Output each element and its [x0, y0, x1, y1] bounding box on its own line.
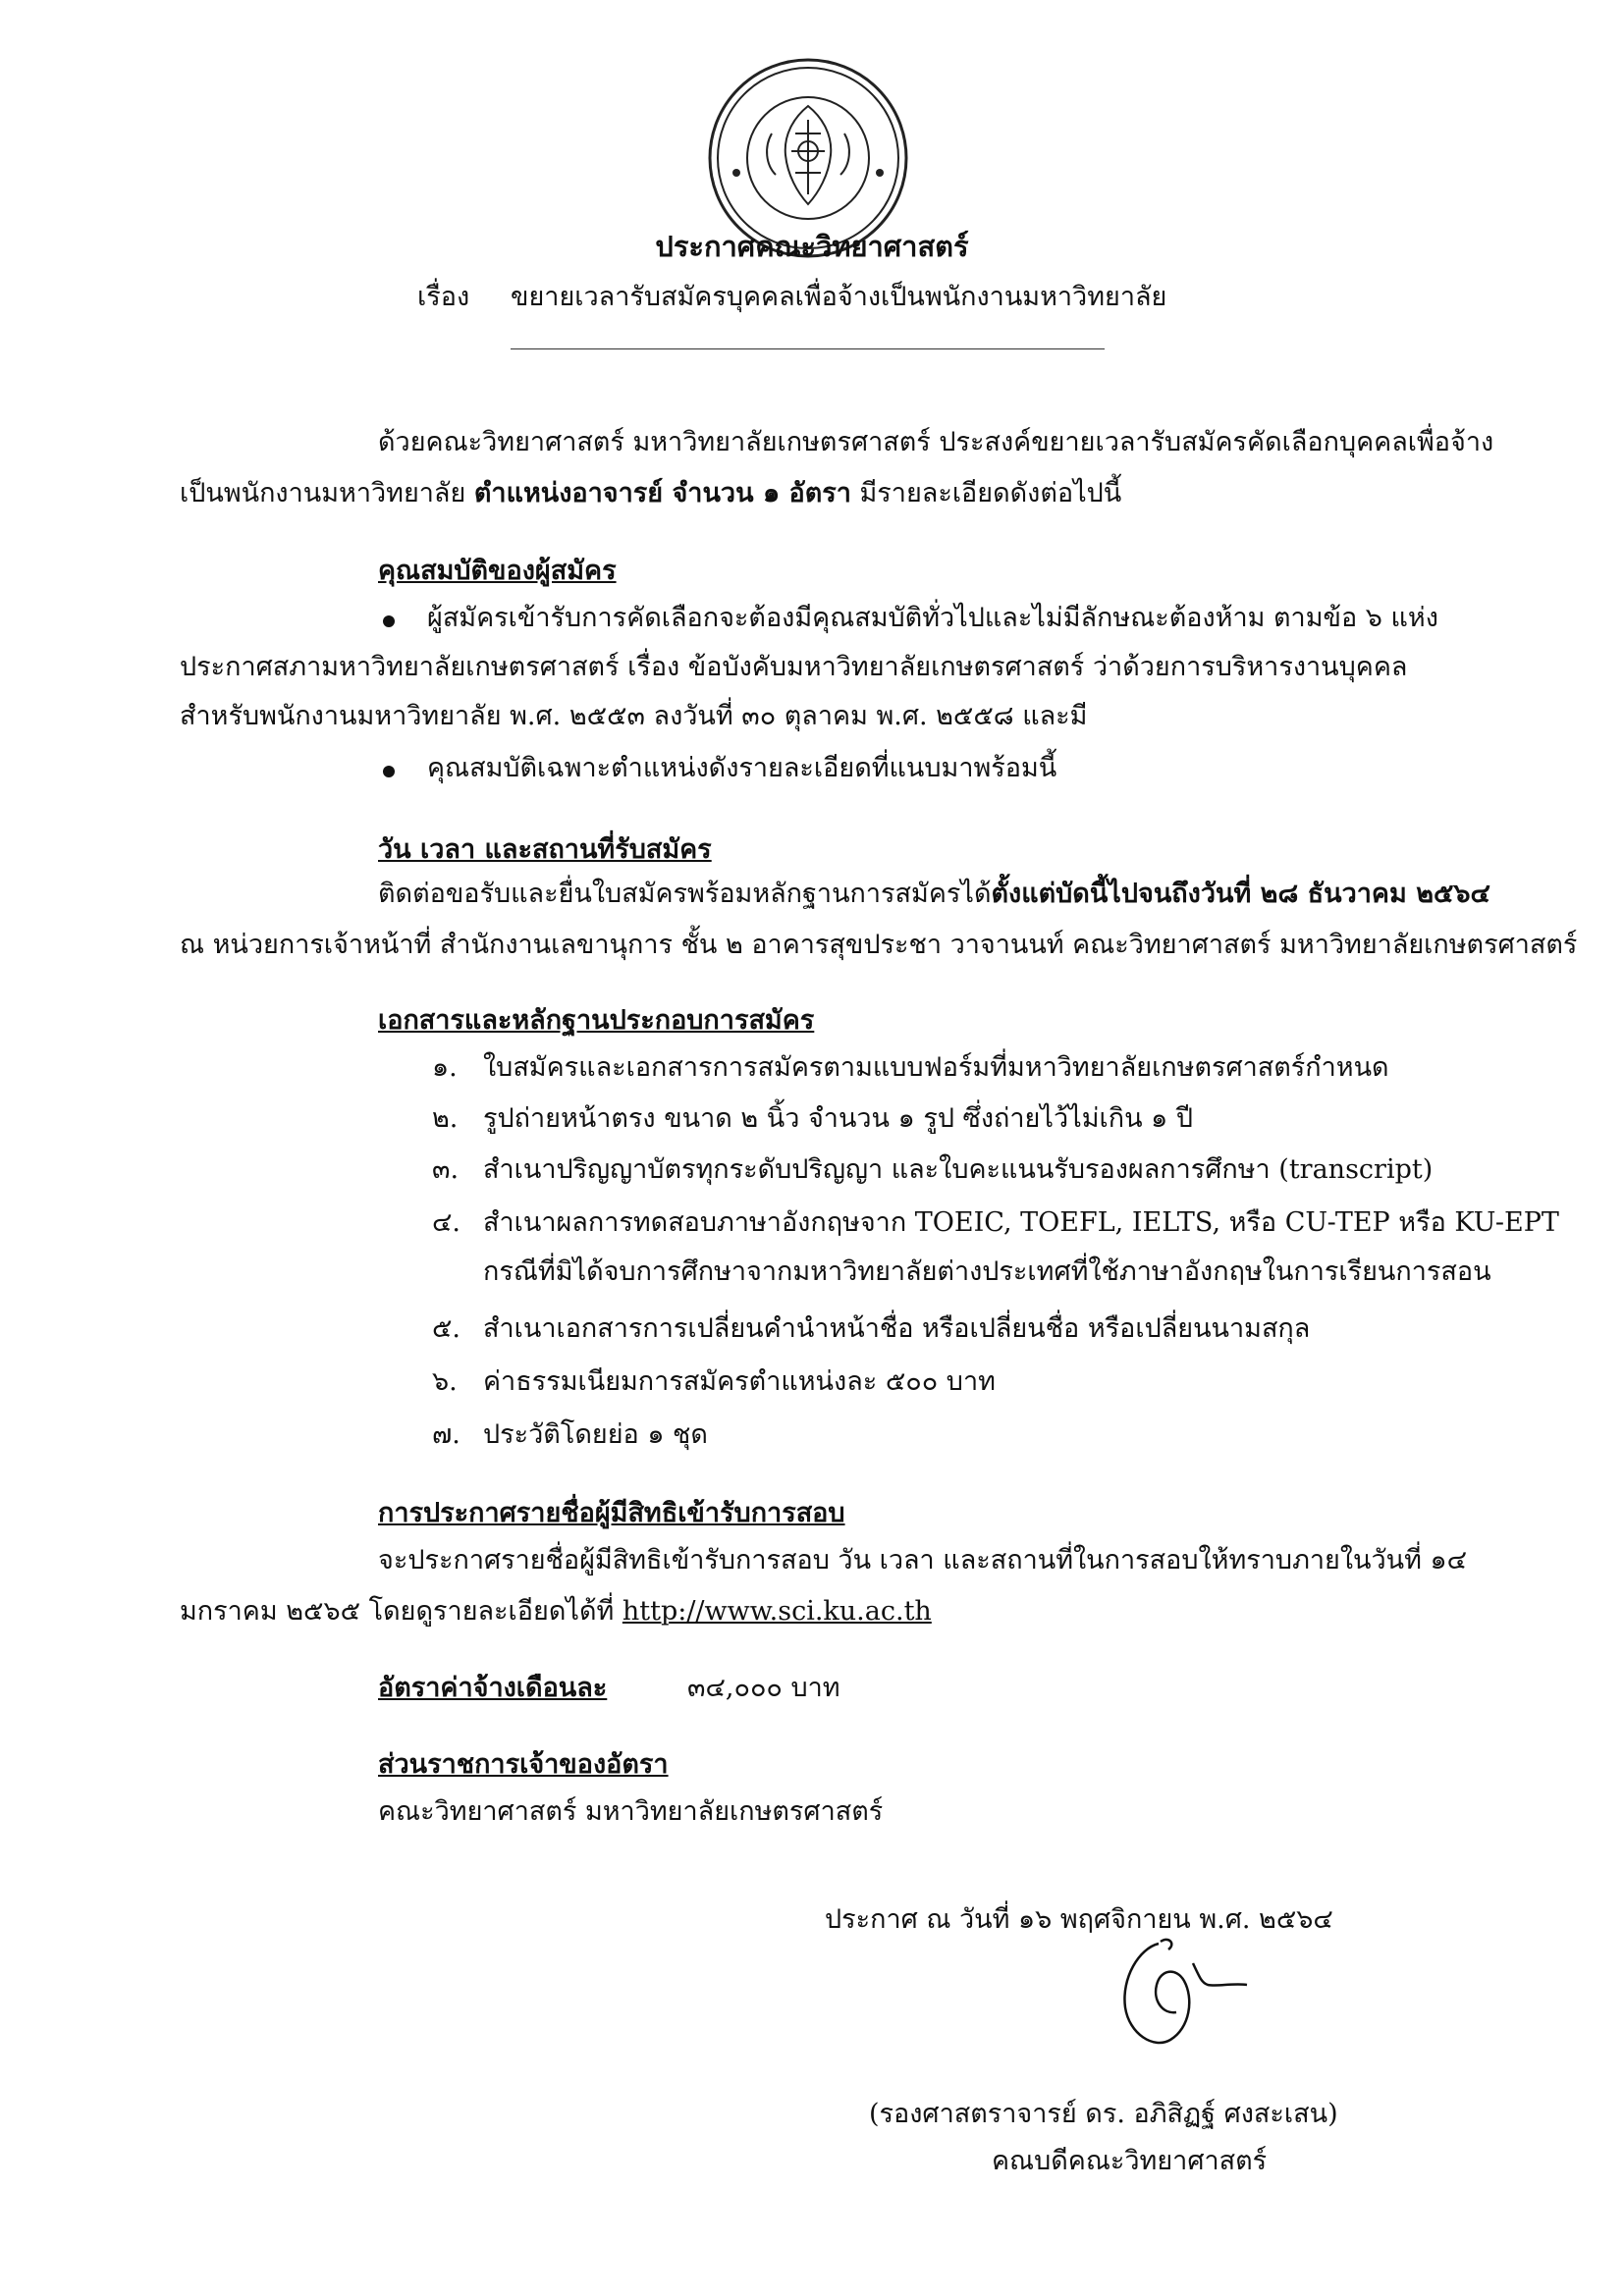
title-divider [511, 348, 1105, 349]
announcement-date: ประกาศ ณ วันที่ ๑๖ พฤศจิกายน พ.ศ. ๒๕๖๔ [825, 1904, 1333, 1935]
signer-title: คณบดีคณะวิทยาศาสตร์ [992, 2146, 1268, 2176]
salary-heading: อัตราค่าจ้างเดือนละ [378, 1673, 608, 1703]
document-item: สำเนาผลการทดสอบภาษาอังกฤษจาก TOEIC, TOEFL, IELTS, หรือ CU-TEP หรือ KU-EPT [483, 1207, 1559, 1238]
owner-text: คณะวิทยาศาสตร์ มหาวิทยาลัยเกษตรศาสตร์ [378, 1796, 884, 1827]
document-item: สำเนาปริญญาบัตรทุกระดับปริญญา และใบคะแนนรับรองผลการศึกษา (transcript) [483, 1154, 1434, 1185]
qualification-2: คุณสมบัติเฉพาะตำแหน่งดังรายละเอียดที่แนบมาพร้อมนี้ [427, 753, 1057, 783]
document-item-number: ๒. [432, 1103, 459, 1134]
document-item-number: ๖. [432, 1366, 458, 1397]
subject-label: เรื่อง [417, 282, 470, 312]
document-item-number: ๑. [432, 1052, 458, 1083]
intro-line-2 [180, 476, 1121, 511]
qualification-1-line-3: สำหรับพนักงานมหาวิทยาลัย พ.ศ. ๒๕๕๓ ลงวันที่ ๓๐ ตุลาคม พ.ศ. ๒๕๕๘ และมี [180, 701, 1088, 731]
documents-heading: เอกสารและหลักฐานประกอบการสมัคร [378, 1005, 815, 1036]
document-item: ประวัติโดยย่อ ๑ ชุด [483, 1419, 708, 1450]
document-item: สำเนาเอกสารการเปลี่ยนคำนำหน้าชื่อ หรือเปลี่ยนชื่อ หรือเปลี่ยนนามสกุล [483, 1313, 1311, 1344]
application-line-2: ณ หน่วยการเจ้าหน้าที่ สำนักงานเลขานุการ ชั้น ๒ อาคารสุขประชา วาจานนท์ คณะวิทยาศาสตร์ มหาวิทยาลัยเกษตรศาสตร์ [180, 930, 1578, 960]
announcement-line-1: จะประกาศรายชื่อผู้มีสิทธิเข้ารับการสอบ วัน เวลา และสถานที่ในการสอบให้ทราบภายในวันที่ ๑๔ [378, 1545, 1468, 1575]
signer-name: (รองศาสตราจารย์ ดร. อภิสิฏฐ์ ศงสะเสน) [869, 2099, 1338, 2129]
announcement-line-2 [180, 1594, 932, 1629]
bullet-icon [383, 615, 395, 627]
website-link[interactable]: http://www.sci.ku.ac.th [622, 1596, 932, 1627]
owner-heading: ส่วนราชการเจ้าของอัตรา [378, 1749, 669, 1780]
application-line-1 [378, 877, 1490, 912]
intro-position-highlight: ตำแหน่งอาจารย์ จำนวน ๑ อัตรา [473, 478, 851, 508]
intro-line-2-tail: มีรายละเอียดดังต่อไปนี้ [850, 478, 1122, 508]
intro-line-2-text: เป็นพนักงานมหาวิทยาลัย [180, 478, 474, 508]
bullet-icon [383, 766, 395, 777]
document-title: ประกาศคณะวิทยาศาสตร์ [655, 230, 969, 263]
document-item: ใบสมัครและเอกสารการสมัครตามแบบฟอร์มที่มหาวิทยาลัยเกษตรศาสตร์กำหนด [483, 1052, 1389, 1083]
document-item-number: ๕. [432, 1313, 461, 1344]
subject-text: ขยายเวลารับสมัครบุคคลเพื่อจ้างเป็นพนักงานมหาวิทยาลัย [511, 282, 1167, 312]
document-item-number: ๓. [432, 1154, 460, 1185]
announcement-line-2-text: มกราคม ๒๕๖๕ โดยดูรายละเอียดได้ที่ [180, 1596, 623, 1627]
announcement-heading: การประกาศรายชื่อผู้มีสิทธิเข้ารับการสอบ [378, 1498, 845, 1528]
application-heading: วัน เวลา และสถานที่รับสมัคร [378, 834, 712, 865]
document-item-number: ๗. [432, 1419, 460, 1450]
document-item: รูปถ่ายหน้าตรง ขนาด ๒ นิ้ว จำนวน ๑ รูป ซึ่งถ่ายไว้ไม่เกิน ๑ ปี [483, 1103, 1193, 1134]
qualifications-heading: คุณสมบัติของผู้สมัคร [378, 556, 617, 586]
salary-value: ๓๔,๐๐๐ บาท [687, 1673, 840, 1703]
application-deadline: ตั้งแต่บัดนี้ไปจนถึงวันที่ ๒๘ ธันวาคม ๒๕๖๔ [991, 879, 1490, 909]
document-item: ค่าธรรมเนียมการสมัครตำแหน่งละ ๕๐๐ บาท [483, 1366, 996, 1397]
intro-line-1: ด้วยคณะวิทยาศาสตร์ มหาวิทยาลัยเกษตรศาสตร์ ประสงค์ขยายเวลารับสมัครคัดเลือกบุคคลเพื่อจ้าง [378, 427, 1494, 457]
handwritten-signature-icon [1100, 1924, 1276, 2061]
application-line-1-text: ติดต่อขอรับและยื่นใบสมัครพร้อมหลักฐานการสมัครได้ [378, 879, 992, 909]
document-item-continued: กรณีที่มิได้จบการศึกษาจากมหาวิทยาลัยต่างประเทศที่ใช้ภาษาอังกฤษในการเรียนการสอน [483, 1256, 1491, 1287]
qualification-1-line-2: ประกาศสภามหาวิทยาลัยเกษตรศาสตร์ เรื่อง ข้อบังคับมหาวิทยาลัยเกษตรศาสตร์ ว่าด้วยการบริหารงานบุคคล [180, 652, 1408, 682]
qualification-1-line-1: ผู้สมัครเข้ารับการคัดเลือกจะต้องมีคุณสมบัติทั่วไปและไม่มีลักษณะต้องห้าม ตามข้อ ๖ แห่ง [427, 603, 1438, 633]
document-item-number: ๔. [432, 1207, 461, 1238]
